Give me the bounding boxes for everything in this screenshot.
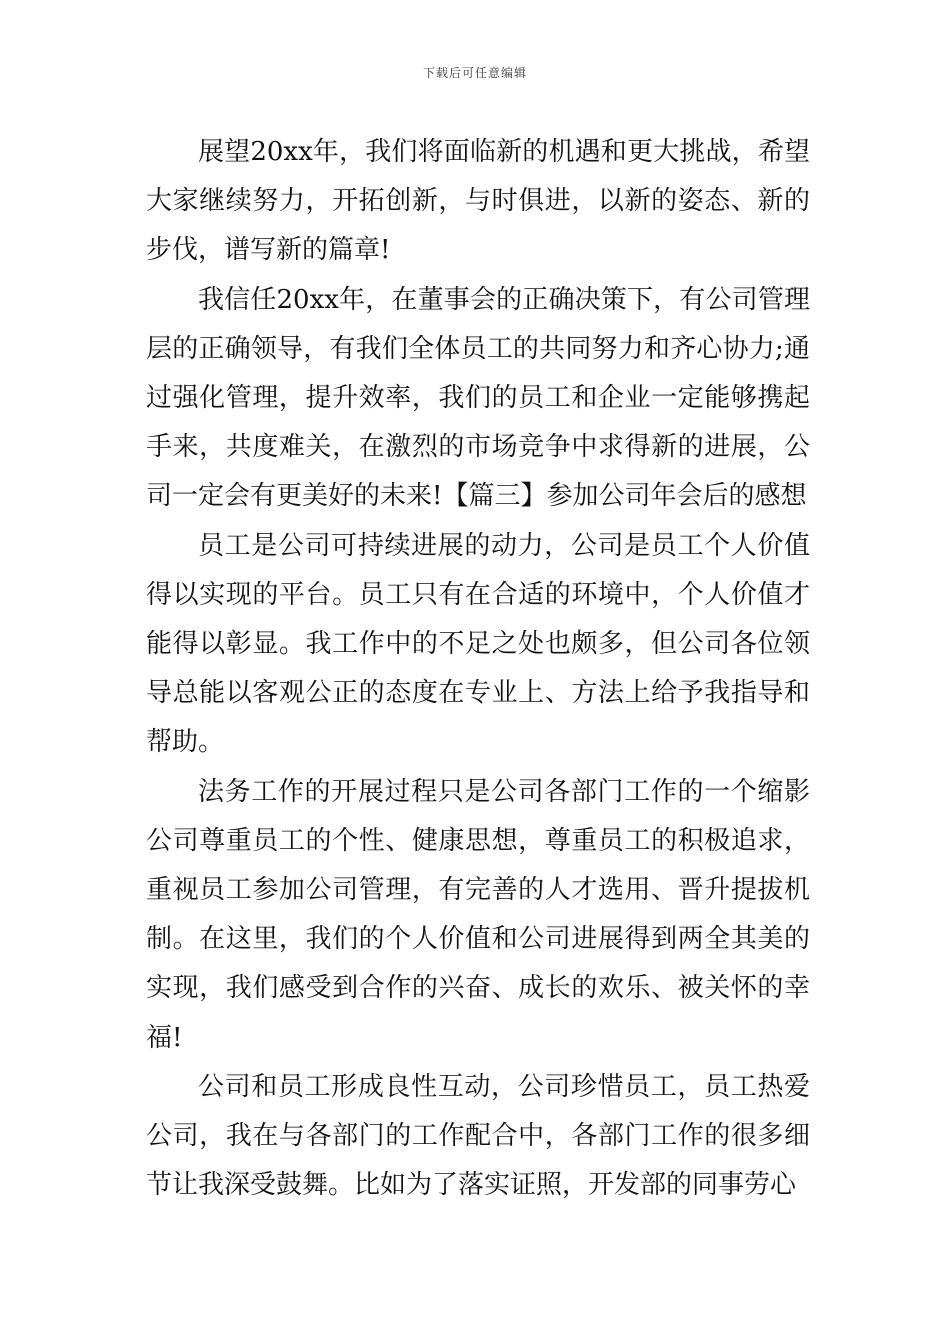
- paragraph-3: 员工是公司可持续进展的动力，公司是员工个人价值得以实现的平台。员工只有在合适的环境中，个人价值才能得以彰显。我工作中的不足之处也颇多，但公司各位领导总能以客观公正的态度在专业上、方法上给予我指导和帮助。: [146, 530, 810, 758]
- document-body: [146, 128, 810, 1210]
- paragraph-2: 我信任20xx年，在董事会的正确决策下，有公司管理层的正确领导，有我们全体员工的共同努力和齐心协力;通过强化管理，提升效率，我们的员工和企业一定能够携起手来，共度难关，在激烈的市场竞争中求得新的进展，公司一定会有更美好的未来!【篇三】参加公司年会后的感想: [146, 284, 810, 512]
- page-header: 下载后可任意编辑: [422, 66, 527, 80]
- paragraph-5: 公司和员工形成良性互动，公司珍惜员工，员工热爱公司，我在与各部门的工作配合中，各部门工作的很多细节让我深受鼓舞。比如为了落实证照，开发部的同事劳心: [146, 1071, 810, 1201]
- paragraph-4: 法务工作的开展过程只是公司各部门工作的一个缩影公司尊重员工的个性、健康思想，尊重员工的积极追求，重视员工参加公司管理，有完善的人才选用、晋升提拔机制。在这里，我们的个人价值和公司进展得到两全其美的实现，我们感受到合作的兴奋、成长的欢乐、被关怀的幸福!: [146, 776, 810, 1053]
- paragraph-1: 展望20xx年，我们将面临新的机遇和更大挑战，希望大家继续努力，开拓创新，与时俱进，以新的姿态、新的步伐，谱写新的篇章!: [146, 137, 810, 266]
